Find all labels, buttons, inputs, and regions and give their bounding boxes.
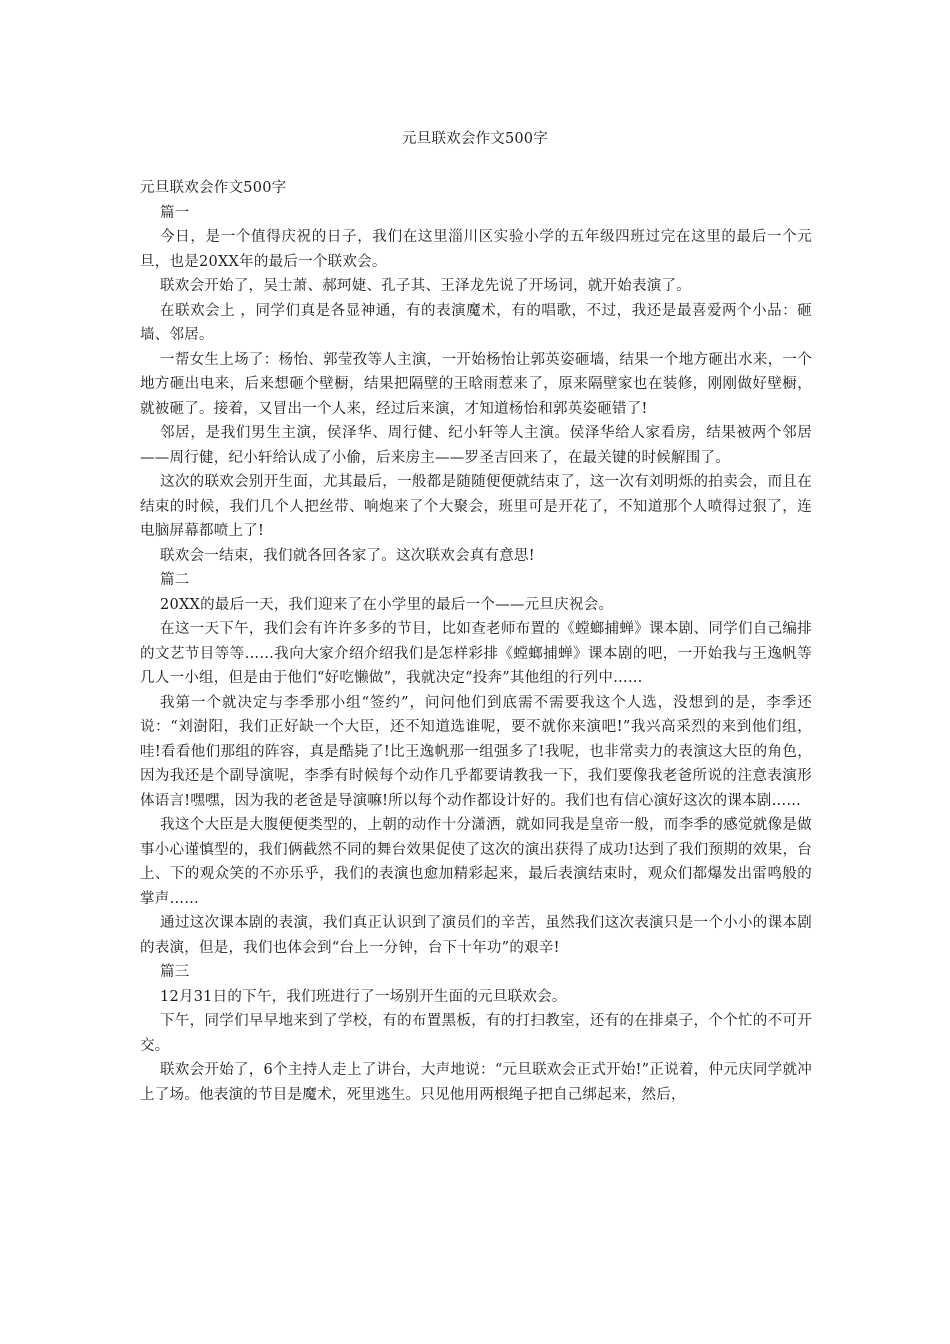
section-heading: 篇三	[160, 964, 190, 980]
paragraph: 在这一天下午，我们会有许许多多的节目，比如查老师布置的《螳螂捕蝉》课本剧、同学们自己编排的文艺节目等等……我向大家介绍介绍我们是怎样彩排《螳螂捕蝉》课本剧的吧，一开始我与王逸帆等几人一小组，但是由于他们“好吃懒做”，我就决定“投奔”其他组的行列中……	[140, 621, 812, 686]
paragraph-list	[140, 201, 812, 1108]
paragraph: 联欢会开始了，6个主持人走上了讲台，大声地说：“元旦联欢会正式开始!”正说着，仲元庆同学就冲上了场。他表演的节目是魔术，死里逃生。只见他用两根绳子把自己绑起来，然后，	[140, 1062, 812, 1103]
paragraph: 这次的联欢会别开生面，尤其最后，一般都是随随便便就结束了，这一次有刘明烁的拍卖会，而且在结束的时候，我们几个人把丝带、响炮来了个大聚会，班里可是开花了，不知道那个人喷得过狠了，连电脑屏幕都喷上了!	[140, 474, 812, 539]
paragraph: 一帮女生上场了：杨怡、郭莹孜等人主演，一开始杨怡让郭英姿砸墙，结果一个地方砸出水来，一个地方砸出电来，后来想砸个壁橱，结果把隔壁的王晗雨惹来了，原来隔壁家也在装修，刚刚做好壁橱，就被砸了。接着，又冒出一个人来，经过后来演，才知道杨怡和郭英姿砸错了!	[140, 351, 812, 417]
document-heading: 元旦联欢会作文500字	[140, 180, 287, 196]
paragraph: 通过这次课本剧的表演，我们真正认识到了演员们的辛苦，虽然我们这次表演只是一个小小的课本剧的表演，但是，我们也体会到“台上一分钟，台下十年功”的艰辛!	[140, 915, 812, 956]
paragraph: 在联欢会上 ，同学们真是各显神通，有的表演魔术，有的唱歌，不过，我还是最喜爱两个小品：砸墙、邻居。	[140, 302, 812, 343]
document-body	[140, 176, 812, 1107]
paragraph: 下午，同学们早早地来到了学校，有的布置黑板，有的打扫教室，还有的在排桌子，个个忙的不可开交。	[140, 1013, 812, 1054]
section-heading: 篇二	[160, 572, 190, 588]
paragraph: 今日，是一个值得庆祝的日子，我们在这里淄川区实验小学的五年级四班过完在这里的最后一个元旦，也是20XX年的最后一个联欢会。	[140, 229, 812, 270]
paragraph: 联欢会一结束，我们就各回各家了。这次联欢会真有意思!	[160, 547, 535, 564]
paragraph: 邻居，是我们男生主演，侯泽华、周行健、纪小轩等人主演。侯泽华给人家看房，结果被两个邻居——周行健，纪小轩给认成了小偷，后来房主——罗圣吉回来了，在最关键的时候解围了。	[140, 425, 812, 466]
page-title: 元旦联欢会作文500字	[402, 131, 548, 147]
section-heading: 篇一	[160, 204, 190, 221]
paragraph: 联欢会开始了，吴士萧、郝珂婕、孔子其、王泽龙先说了开场词，就开始表演了。	[160, 278, 691, 294]
paragraph: 我这个大臣是大腹便便类型的，上朝的动作十分潇洒，就如同我是皇帝一般，而李季的感觉就像是做事小心谨慎型的，我们俩截然不同的舞台效果促使了这次的演出获得了成功!达到了我们预期的效果，台上、下的观众笑的不亦乐乎，我们的表演也愈加精彩起来，最后表演结束时，观众们都爆发出雷鸣般的掌声……	[140, 817, 812, 907]
paragraph: 12月31日的下午，我们班进行了一场别开生面的元旦联欢会。	[160, 988, 567, 1005]
paragraph: 我第一个就决定与李季那小组“签约”，问问他们到底需不需要我这个人选，没想到的是，李季还说：“刘澍阳，我们正好缺一个大臣，还不知道选谁呢，要不就你来演吧!”我兴高采烈的来到他们组，哇!看看他们那组的阵容，真是酷毙了!比王逸帆那一组强多了!我呢，也非常卖力的表演这大臣的角色，因为我还是个副导演呢，李季有时候每个动作几乎都要请教我一下，我们要像我老爸所说的注意表演形体语言!嘿嘿，因为我的老爸是导演嘛!所以每个动作都设计好的。我们也有信心演好这次的课本剧……	[140, 694, 812, 809]
paragraph: 20XX的最后一天，我们迎来了在小学里的最后一个——元旦庆祝会。	[160, 596, 614, 613]
